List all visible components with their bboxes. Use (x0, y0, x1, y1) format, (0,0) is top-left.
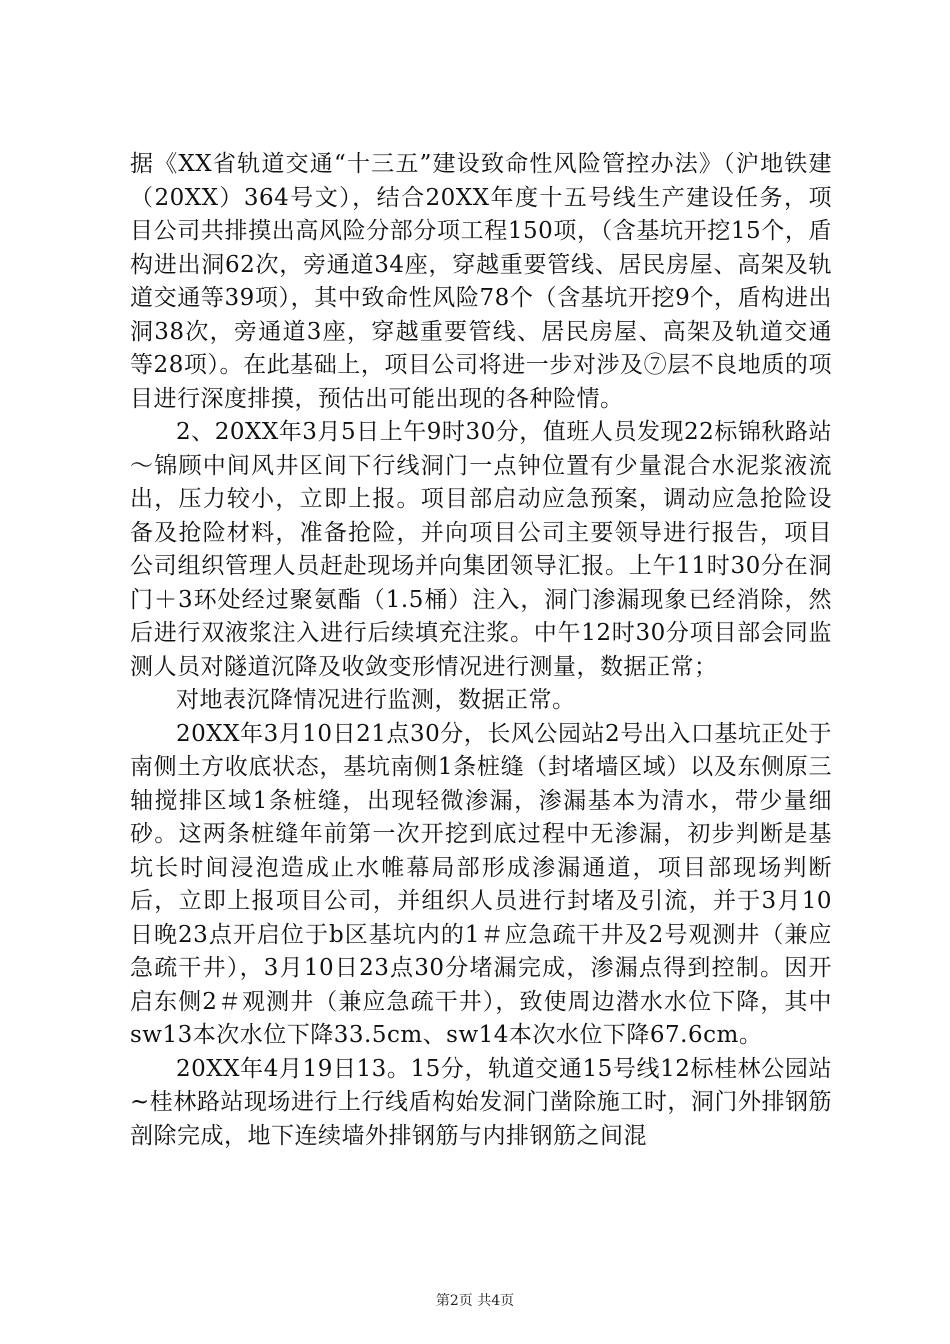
paragraph-incident-march-5: 2、20XX年3月5日上午9时30分，值班人员发现22标锦秋路站～锦顾中间风井区间下行线洞门一点钟位置有少量混合水泥浆液流出，压力较小，立即上报。项目部启动应急预案，调动应急抢险设备及抢险材料，准备抢险，并向项目公司主要领导进行报告，项目公司组织管理人员赶赴现场并向集团领导汇报。上午11时30分在洞门＋3环处经过聚氨酯（1.5桶）注入，洞门渗漏现象已经消除，然后进行双液浆注入进行后续填充注浆。中午12时30分项目部会同监测人员对隧道沉降及收敛变形情况进行测量，数据正常； (130, 419, 832, 680)
page-footer: 第2页 共4页 (435, 1293, 515, 1309)
paragraph-risk-assessment: 据《XX省轨道交通“十三五”建设致命性风险管控办法》（沪地铁建（20XX）364号文），结合20XX年度十五号线生产建设任务，项目公司共排摸出高风险分部分项工程150项，（含基坑开挖15个，盾构进出洞62次，旁通道34座，穿越重要管线、居民房屋、高架及轨道交通等39项），其中致命性风险78个（含基坑开挖9个，盾构进出洞38次，旁通道3座，穿越重要管线、居民房屋、高架及轨道交通等28项）。在此基础上，项目公司将进一步对涉及⑦层不良地质的项目进行深度排摸，预估出可能出现的各种险情。 (130, 151, 832, 412)
paragraph-surface-monitoring: 对地表沉降情况进行监测，数据正常。 (176, 687, 576, 713)
document-body (130, 148, 832, 1153)
paragraph-incident-march-10: 20XX年3月10日21点30分，长风公园站2号出入口基坑正处于南侧土方收底状态，基坑南侧1条桩缝（封堵墙区域）以及东侧原三轴搅排区域1条桩缝，出现轻微渗漏，渗漏基本为清水，带少量细砂。这两条桩缝年前第一次开挖到底过程中无渗漏，初步判断是基坑长时间浸泡造成止水帷幕局部形成渗漏通道，项目部现场判断后，立即上报项目公司，并组织人员进行封堵及引流，并于3月10日晚23点开启位于b区基坑内的1＃应急疏干井及2号观测井（兼应急疏干井），3月10日23点30分堵漏完成，渗漏点得到控制。因开启东侧2＃观测井（兼应急疏干井），致使周边潜水水位下降，其中sw13本次水位下降33.5cm、sw14本次水位下降67.6cm。 (130, 720, 832, 1048)
paragraph-incident-april-19: 20XX年4月19日13。15分，轨道交通15号线12标桂林公园站~桂林路站现场进行上行线盾构始发洞门凿除施工时，洞门外排钢筋剖除完成，地下连续墙外排钢筋与内排钢筋之间混 (130, 1055, 832, 1149)
